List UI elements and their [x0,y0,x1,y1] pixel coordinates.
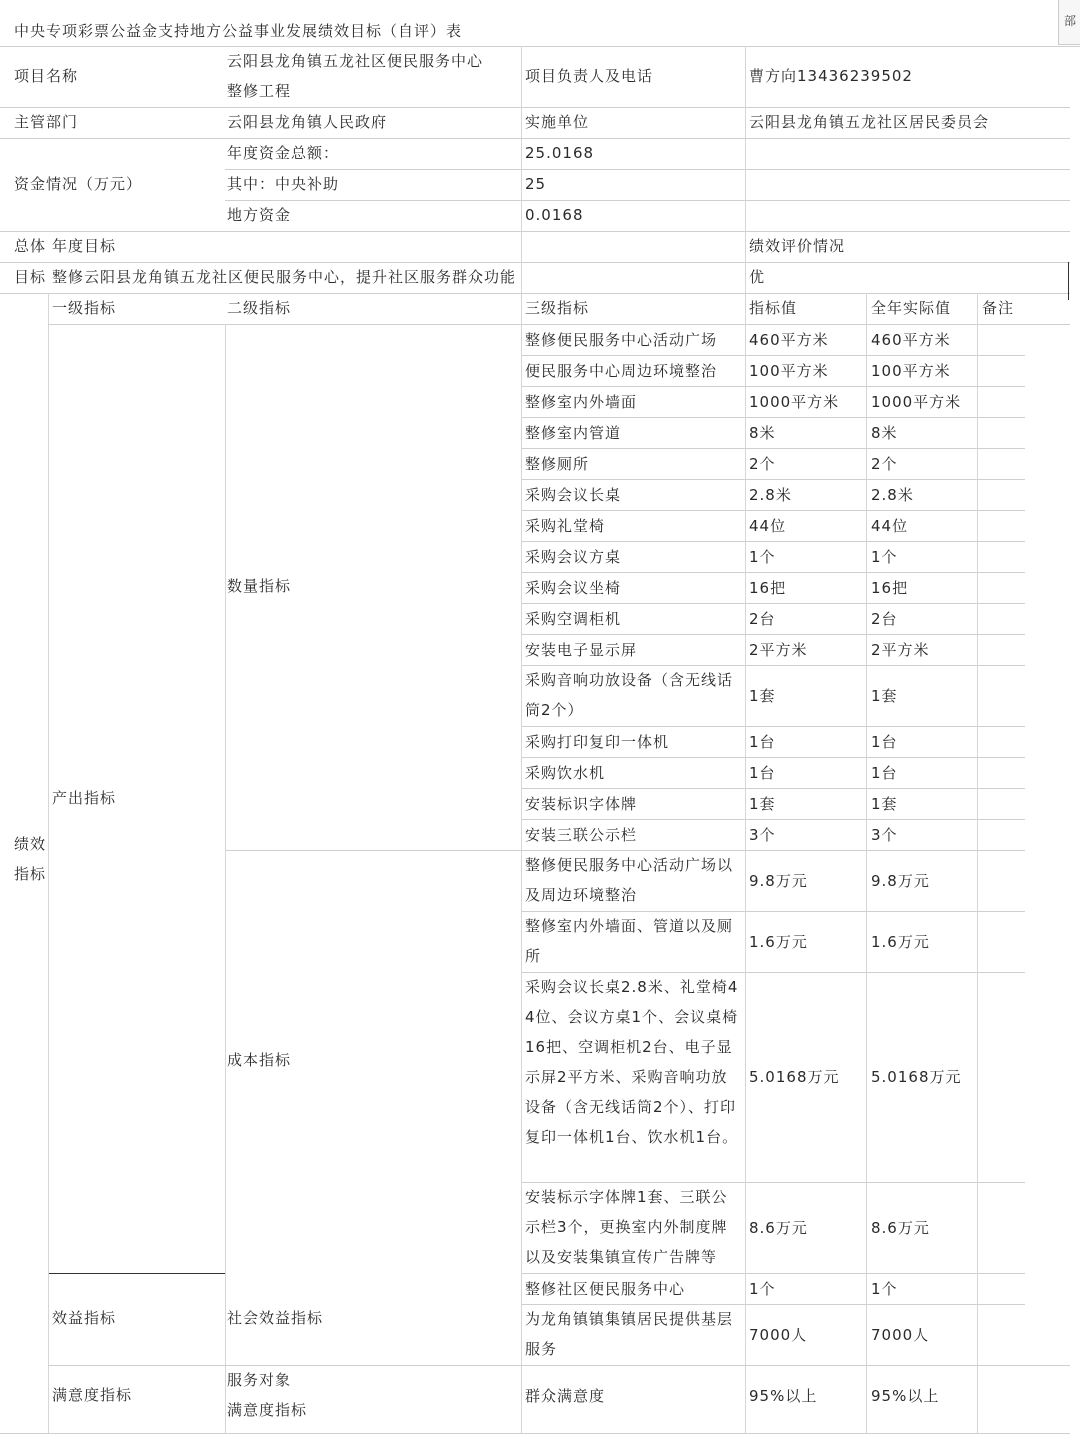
header-level3: 三级指标 [525,299,590,317]
total-funds-label: 年度资金总额： [227,144,340,162]
header-remark: 备注 [982,299,1015,317]
indicator-name: 采购礼堂椅 [525,517,606,535]
project-name-value: 云阳县龙角镇五龙社区便民服务中心 [227,52,484,70]
divider [521,417,1025,418]
project-name-label: 项目名称 [14,67,79,85]
indicator-target: 95%以上 [749,1387,818,1405]
annual-goal-label: 年度目标 [52,237,117,255]
indicator-actual: 3个 [871,826,898,844]
indicator-actual: 1套 [871,687,898,705]
indicator-target: 1套 [749,795,776,813]
indicator-target: 8.6万元 [749,1219,808,1237]
indicator-target: 1套 [749,687,776,705]
benefit-group-label: 效益指标 [52,1309,117,1327]
indicator-target: 460平方米 [749,331,829,349]
indicator-name: 安装标识字体牌 [525,795,638,813]
indicator-name: 采购会议坐椅 [525,579,622,597]
side-tab-label: 部 [1064,14,1077,28]
indicator-actual: 1台 [871,764,898,782]
indicator-target: 2台 [749,610,776,628]
divider [521,541,1025,542]
impl-value: 云阳县龙角镇五龙社区居民委员会 [749,113,990,131]
perf-label-cont: 指标 [14,865,47,883]
indicator-actual: 2台 [871,610,898,628]
divider [521,757,1025,758]
divider [0,293,1070,294]
indicator-name: 采购空调柜机 [525,610,622,628]
indicator-actual: 16把 [871,579,909,597]
indicator-target: 9.8万元 [749,872,808,890]
divider [521,972,1025,973]
divider [48,1273,225,1274]
divider [521,665,1025,666]
indicator-name: 为龙角镇镇集镇居民提供基层服务 [525,1310,734,1358]
indicator-actual: 1000平方米 [871,393,962,411]
indicator-name: 安装电子显示屏 [525,641,638,659]
indicator-actual: 1套 [871,795,898,813]
total-funds-value: 25.0168 [525,144,595,162]
central-funds-label: 其中：中央补助 [227,175,340,193]
indicator-name: 采购音响功放设备（含无线话筒2个） [525,671,734,719]
divider [521,386,1025,387]
indicator-actual: 9.8万元 [871,872,930,890]
indicator-name: 采购会议长桌 [525,486,622,504]
quantity-group-label: 数量指标 [227,577,292,595]
divider [48,1365,1070,1366]
manager-label: 项目负责人及电话 [525,67,654,85]
divider [48,293,49,1433]
social-group-label: 社会效益指标 [227,1309,324,1327]
indicator-name: 安装标示字体牌1套、三联公示栏3个，更换室内外制度牌以及安装集镇宣传广告牌等 [525,1188,728,1266]
indicator-target: 1台 [749,733,776,751]
indicator-target: 3个 [749,826,776,844]
indicator-target: 2.8米 [749,486,792,504]
divider [521,911,1025,912]
indicator-target: 1台 [749,764,776,782]
cost-group-label: 成本指标 [227,1051,292,1069]
indicator-name: 整修便民服务中心活动广场以及周边环境整治 [525,856,734,904]
indicator-name: 整修厕所 [525,455,590,473]
divider [521,726,1025,727]
dept-label: 主管部门 [14,113,79,131]
indicator-actual: 1.6万元 [871,933,930,951]
eval-value: 优 [749,268,766,286]
funds-label: 资金情况（万元） [14,175,143,193]
divider [48,324,1070,325]
page-title: 中央专项彩票公益金支持地方公益事业发展绩效目标（自评）表 [14,22,463,40]
divider [0,262,1070,263]
divider [521,479,1025,480]
indicator-name: 便民服务中心周边环境整治 [525,362,718,380]
divider [745,46,746,1433]
indicator-actual: 8米 [871,424,898,442]
side-tab[interactable] [1058,0,1080,45]
indicator-name: 采购饮水机 [525,764,606,782]
divider [521,634,1025,635]
indicator-actual: 8.6万元 [871,1219,930,1237]
divider [521,572,1025,573]
central-funds-value: 25 [525,175,547,193]
divider [0,231,1070,232]
service-group-label-cont: 满意度指标 [227,1401,308,1419]
overall-label: 总体 [14,237,47,255]
indicator-actual: 2平方米 [871,641,930,659]
divider [866,293,867,1433]
divider [521,46,522,1433]
indicator-target: 2个 [749,455,776,473]
divider [521,510,1025,511]
perf-label: 绩效 [14,835,47,853]
project-name-value-cont: 整修工程 [227,82,292,100]
indicator-target: 1000平方米 [749,393,840,411]
indicator-target: 100平方米 [749,362,829,380]
divider [0,1433,1070,1434]
indicator-name: 整修社区便民服务中心 [525,1280,686,1298]
indicator-target: 44位 [749,517,787,535]
indicator-actual: 44位 [871,517,909,535]
header-level2: 二级指标 [227,299,292,317]
divider [225,850,1025,851]
divider [0,46,1080,47]
divider [225,200,1070,201]
indicator-name: 采购会议长桌2.8米、礼堂椅44位、会议方桌1个、会议桌椅16把、空调柜机2台、电子显示屏2平方米、采购音响功放设备（含无线话筒2个）、打印复印一体机1台、饮水机1台。 [525,978,739,1146]
impl-label: 实施单位 [525,113,590,131]
indicator-name: 整修室内管道 [525,424,622,442]
satisfaction-group-label: 满意度指标 [52,1386,133,1404]
local-funds-label: 地方资金 [227,206,292,224]
indicator-actual: 2个 [871,455,898,473]
target-text: 整修云阳县龙角镇五龙社区便民服务中心，提升社区服务群众功能 [52,268,517,286]
target-label: 目标 [14,268,47,286]
indicator-target: 7000人 [749,1326,808,1344]
output-group-label: 产出指标 [52,789,117,807]
indicator-name: 采购打印复印一体机 [525,733,670,751]
indicator-target: 1个 [749,548,776,566]
header-level1: 一级指标 [52,299,117,317]
indicator-name: 整修室内外墙面、管道以及厕所 [525,917,734,965]
indicator-actual: 1台 [871,733,898,751]
indicator-actual: 1个 [871,1280,898,1298]
divider [0,107,1070,108]
divider [521,603,1025,604]
dept-value: 云阳县龙角镇人民政府 [227,113,388,131]
indicator-target: 1.6万元 [749,933,808,951]
indicator-target: 8米 [749,424,776,442]
divider [0,138,1070,139]
divider [1068,262,1069,300]
indicator-target: 1个 [749,1280,776,1298]
indicator-name: 整修室内外墙面 [525,393,638,411]
indicator-target: 2平方米 [749,641,808,659]
manager-value: 曹方向13436239502 [749,67,913,85]
indicator-name: 采购会议方桌 [525,548,622,566]
indicator-name: 安装三联公示栏 [525,826,638,844]
eval-label: 绩效评价情况 [749,237,846,255]
service-group-label: 服务对象 [227,1371,292,1389]
divider [521,1182,1025,1183]
local-funds-value: 0.0168 [525,206,584,224]
divider [521,1273,1025,1274]
indicator-actual: 100平方米 [871,362,951,380]
divider [521,1304,1025,1305]
indicator-name: 整修便民服务中心活动广场 [525,331,718,349]
indicator-actual: 460平方米 [871,331,951,349]
indicator-actual: 2.8米 [871,486,914,504]
indicator-name: 群众满意度 [525,1387,606,1405]
header-target: 指标值 [749,299,798,317]
divider [521,355,1025,356]
divider [977,293,978,1433]
indicator-target: 16把 [749,579,787,597]
indicator-actual: 7000人 [871,1326,930,1344]
divider [521,788,1025,789]
divider [225,169,1070,170]
divider [521,819,1025,820]
divider [225,324,226,1433]
header-actual: 全年实际值 [871,299,952,317]
indicator-actual: 5.0168万元 [871,1068,962,1086]
indicator-actual: 1个 [871,548,898,566]
indicator-actual: 95%以上 [871,1387,940,1405]
divider [521,448,1025,449]
indicator-target: 5.0168万元 [749,1068,840,1086]
